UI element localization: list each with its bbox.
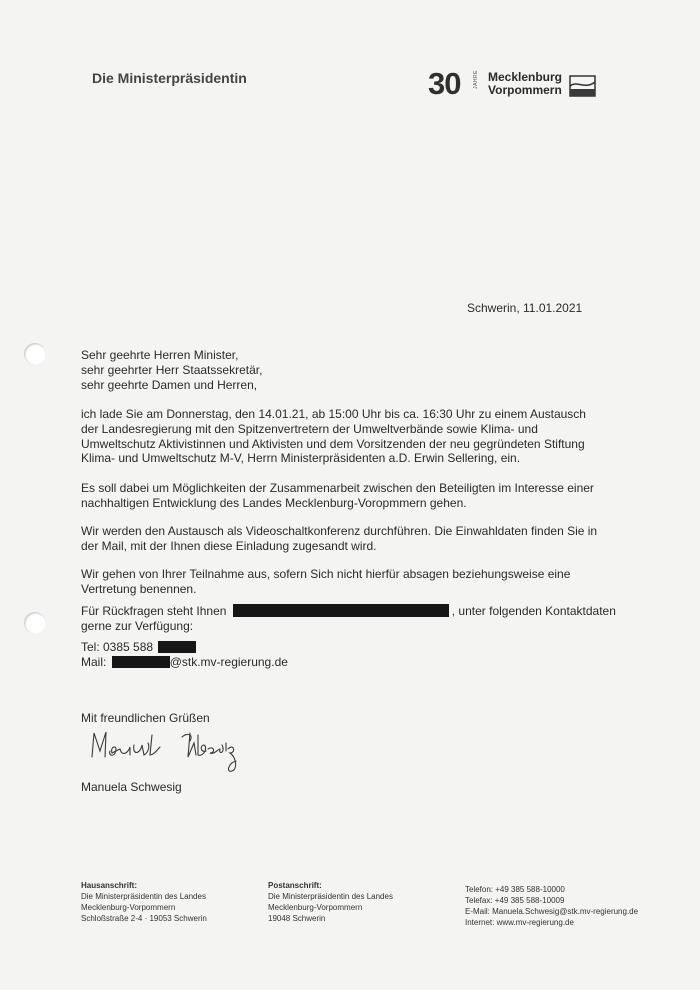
footer-line: Mecklenburg-Vorpommern [81, 903, 176, 912]
paragraph-attendance [81, 567, 629, 597]
salutation-line: Sehr geehrte Herren Minister, [81, 348, 239, 362]
signer-name: Manuela Schwesig [81, 780, 182, 794]
footer-line: E-Mail: Manuela.Schwesig@stk.mv-regierung.de [465, 907, 639, 916]
paragraph-line: Vertretung benennen. [81, 581, 197, 596]
footer-heading: Hausanschrift: [81, 881, 138, 890]
paragraph-line: der Landesregierung mit den Spitzenvertretern der Umweltverbände sowie Klima- und [81, 421, 538, 436]
footer-postanschrift [268, 880, 393, 924]
footer-line: Die Ministerpräsidentin des Landes [81, 892, 206, 901]
paragraph-text: Für Rückfragen steht Ihnen [81, 604, 227, 618]
paragraph-purpose [81, 481, 629, 511]
redaction-bar [112, 656, 170, 668]
logo-number: 30 [428, 66, 461, 101]
phone-text: Tel: 0385 588 [81, 640, 154, 654]
paragraph-invitation [81, 407, 629, 466]
paragraph-line: Wir werden den Austausch als Videoschaltkonferenz durchführen. Die Einwahldaten finden Sie in [81, 524, 598, 538]
footer-line: Telefax: +49 385 588-10009 [465, 896, 565, 905]
footer-line: Internet: www.mv-regierung.de [465, 918, 574, 927]
flag-icon [569, 74, 597, 98]
punch-hole [24, 343, 46, 365]
paragraph-line: nachhaltigen Entwicklung des Landes Mecklenburg-Voropmmern gehen. [81, 495, 467, 510]
punch-hole [24, 612, 46, 634]
paragraph-line: Es soll dabei um Möglichkeiten der Zusammenarbeit zwischen den Beteiligten im Interesse einer [81, 481, 594, 495]
paragraph-line: Klima- und Umweltschutz M-V, Herrn Ministerpräsidenten a.D. Erwin Sellering, ein. [81, 451, 521, 466]
closing: Mit freundlichen Grüßen [81, 711, 210, 725]
salutation-line: sehr geehrte Damen und Herren, [81, 377, 258, 392]
footer-line: Die Ministerpräsidentin des Landes [268, 892, 393, 901]
paragraph-text: , unter folgenden Kontaktdaten [451, 604, 616, 618]
handwritten-signature [86, 727, 256, 777]
footer-line: Telefon: +49 385 588-10000 [465, 885, 565, 894]
paragraph-questions [81, 604, 629, 634]
logo-jahre: JAHRE [473, 70, 479, 89]
footer-line: Mecklenburg-Vorpommern [268, 903, 363, 912]
footer-heading: Postanschrift: [268, 881, 322, 890]
sender-title: Die Ministerpräsidentin [92, 70, 247, 86]
paragraph-line: Wir gehen von Ihrer Teilnahme aus, sofern Sich nicht hierfür absagen beziehungsweise eine [81, 567, 571, 581]
paragraph-line: der Mail, mit der Ihnen diese Einladung zugesandt wird. [81, 538, 377, 553]
salutation [81, 348, 629, 392]
salutation-line: sehr geehrter Herr Staatssekretär, [81, 362, 263, 377]
contact-block [81, 640, 288, 670]
letter-date: Schwerin, 11.01.2021 [467, 301, 583, 315]
footer-line: 19048 Schwerin [268, 914, 326, 923]
logo-line-1: Mecklenburg [488, 70, 563, 84]
logo-wordmark [488, 71, 562, 97]
redaction-bar [158, 641, 196, 653]
paragraph-line: Umweltschutz Aktivistinnen und Aktivisten und dem Vorsitzenden der neu gegründeten Stiftung [81, 436, 585, 451]
paragraph-line: ich lade Sie am Donnerstag, den 14.01.21, ab 15:00 Uhr bis ca. 16:30 Uhr zu einem Austausch [81, 407, 586, 421]
paragraph-video-conference [81, 524, 629, 554]
footer-kontakt [465, 884, 638, 928]
footer-hausanschrift [81, 880, 207, 924]
redaction-bar [233, 604, 449, 617]
logo-line-2: Vorpommern [488, 83, 562, 97]
mail-domain: @stk.mv-regierung.de [169, 655, 288, 669]
paragraph-line: gerne zur Verfügung: [81, 618, 194, 633]
mail-label: Mail: [81, 655, 107, 669]
footer-line: Schloßstraße 2-4 · 19053 Schwerin [81, 914, 207, 923]
